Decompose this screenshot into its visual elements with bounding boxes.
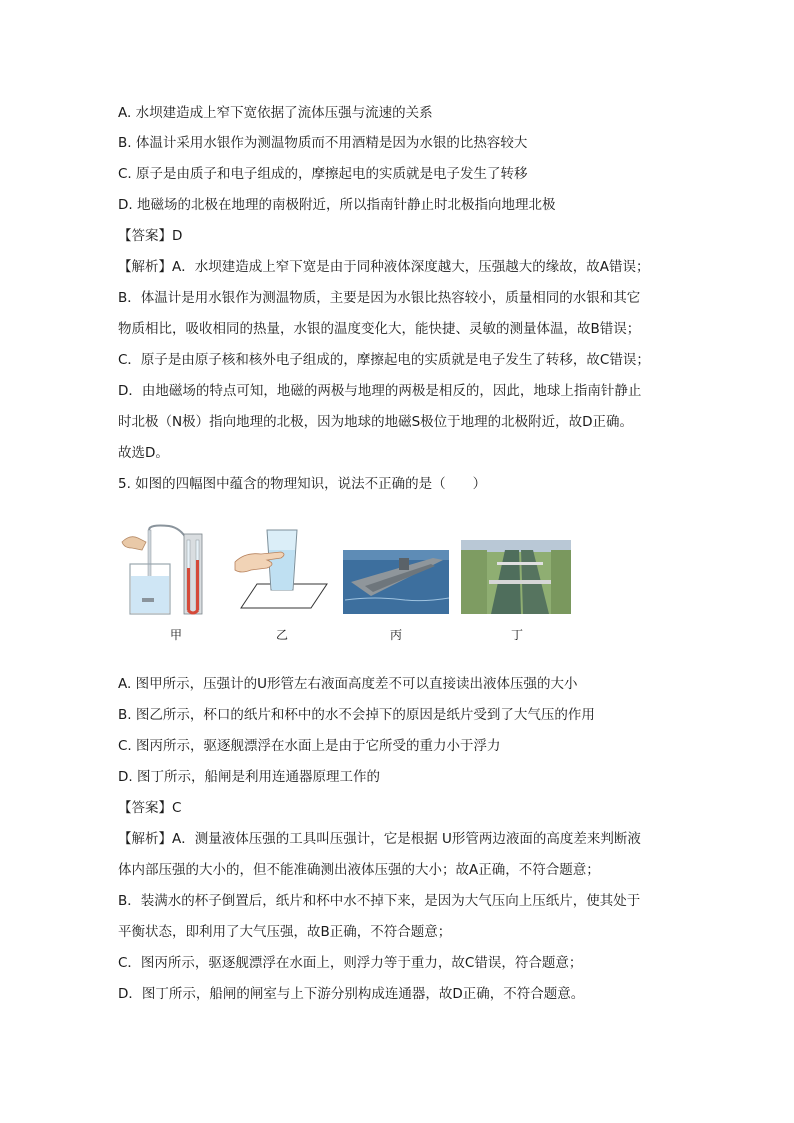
figure-caption-yi: 乙: [275, 628, 288, 642]
q4-analysis-line: 故选D。: [118, 445, 169, 461]
figure-caption-ding: 丁: [510, 628, 523, 642]
figure-yi-inverted-cup: [233, 520, 331, 618]
q5-option-d: D. 图丁所示，船闸是利用连通器原理工作的: [118, 769, 380, 785]
q4-answer: 【答案】D: [118, 228, 183, 244]
q4-analysis-line: C．原子是由原子核和核外电子组成的，摩擦起电的实质就是电子发生了转移，故C错误；: [118, 352, 650, 368]
q5-analysis-line: 体内部压强的大小的，但不能准确测出液体压强的大小；故A正确，不符合题意；: [118, 862, 600, 878]
figure-ding-ship-lock: [461, 520, 571, 618]
q4-option-a: A. 水坝建造成上窄下宽依据了流体压强与流速的关系: [118, 105, 433, 121]
q5-option-c: C. 图丙所示，驱逐舰漂浮在水面上是由于它所受的重力小于浮力: [118, 738, 501, 754]
figure-caption-bing: 丙: [389, 628, 402, 642]
q5-analysis-line: 平衡状态，即利用了大气压强，故B正确，不符合题意；: [118, 924, 452, 940]
q4-analysis-line: B．体温计是用水银作为测温物质，主要是因为水银比热容较小，质量相同的水银和其它: [118, 290, 641, 306]
q5-analysis-line: B．装满水的杯子倒置后，纸片和杯中水不掉下来，是因为大气压向上压纸片，使其处于: [118, 893, 641, 909]
q4-analysis-line: 【解析】A．水坝建造成上窄下宽是由于同种液体深度越大，压强越大的缘故，故A错误；: [118, 259, 650, 275]
q5-question: 5. 如图的四幅图中蕴含的物理知识，说法不正确的是（ ）: [118, 476, 487, 492]
q4-analysis-line: D．由地磁场的特点可知，地磁的两极与地理的两极是相反的，因此，地球上指南针静止: [118, 383, 642, 399]
q4-option-d: D. 地磁场的北极在地理的南极附近，所以指南针静止时北极指向地理北极: [118, 197, 556, 213]
figure-jia-pressure-gauge: [118, 520, 218, 618]
q5-analysis-line: 【解析】A．测量液体压强的工具叫压强计，它是根据 U形管两边液面的高度差来判断液: [118, 831, 641, 847]
q4-option-c: C. 原子是由质子和电子组成的，摩擦起电的实质就是电子发生了转移: [118, 166, 528, 182]
figure-caption-jia: 甲: [169, 628, 182, 642]
q4-analysis-line: 物质相比，吸收相同的热量，水银的温度变化大，能快捷、灵敏的测量体温，故B错误；: [118, 321, 641, 337]
q4-option-b: B. 体温计采用水银作为测温物质而不用酒精是因为水银的比热容较大: [118, 135, 528, 151]
q4-analysis-line: 时北极（N极）指向地理的北极，因为地球的地磁S极位于地理的北极附近，故D正确。: [118, 414, 634, 430]
q5-option-a: A. 图甲所示，压强计的U形管左右液面高度差不可以直接读出液体压强的大小: [118, 676, 578, 692]
figure-bing-destroyer-ship: [343, 520, 449, 618]
q5-answer: 【答案】C: [118, 800, 182, 816]
q5-analysis-line: C．图丙所示，驱逐舰漂浮在水面上，则浮力等于重力，故C错误，符合题意；: [118, 955, 583, 971]
q5-option-b: B. 图乙所示，杯口的纸片和杯中的水不会掉下的原因是纸片受到了大气压的作用: [118, 707, 595, 723]
q5-analysis-line: D．图丁所示，船闸的闸室与上下游分别构成连通器，故D正确，不符合题意。: [118, 986, 585, 1002]
